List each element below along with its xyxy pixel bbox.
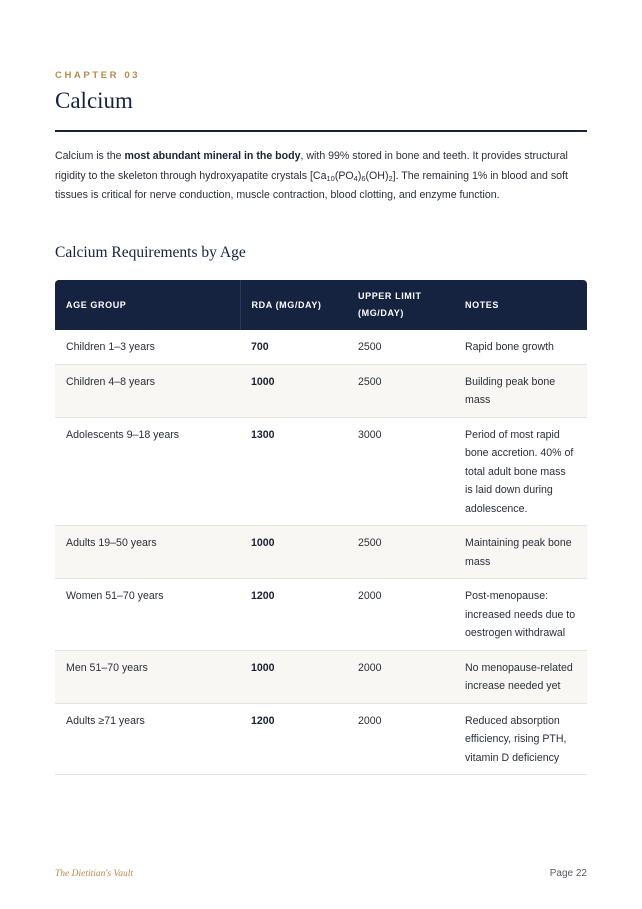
table-row	[55, 417, 587, 526]
table-row	[55, 703, 587, 775]
cell-notes: Reduced absorption efficiency, rising PTH, vitamin D deficiency	[454, 703, 587, 775]
cell-notes: Building peak bone mass	[454, 364, 587, 417]
column-header-rda: RDA (MG/DAY)	[251, 299, 322, 310]
title-divider	[55, 130, 587, 132]
requirements-table-container	[55, 280, 587, 775]
cell-age-group: Adults ≥71 years	[55, 703, 240, 775]
cell-upper-limit: 2500	[347, 526, 454, 579]
cell-age-group: Adults 19–50 years	[55, 526, 240, 579]
cell-age-group: Adolescents 9–18 years	[55, 417, 240, 526]
intro-text: ]. The remaining 1% in blood and soft tissues is critical for nerve conduction, muscle contraction, blood clotting, and enzyme function.	[55, 169, 568, 201]
cell-notes: No menopause-related increase needed yet	[454, 650, 587, 703]
intro-text: (PO	[334, 169, 354, 182]
chapter-title: Calcium	[55, 88, 133, 113]
cell-notes: Post-menopause: increased needs due to oestrogen withdrawal	[454, 579, 587, 651]
cell-rda: 1000	[240, 526, 347, 579]
footer-publication-name: The Dietitian's Vault	[55, 869, 134, 879]
cell-upper-limit: 2500	[347, 330, 454, 364]
table-row	[55, 330, 587, 364]
column-header-age-group: AGE GROUP	[55, 280, 240, 330]
table-row	[55, 579, 587, 651]
formula-subscript: 2	[388, 173, 393, 183]
cell-upper-limit: 2000	[347, 650, 454, 703]
footer-page-number: Page 22	[549, 868, 587, 879]
cell-upper-limit: 2500	[347, 364, 454, 417]
intro-paragraph	[55, 147, 590, 206]
table-row	[55, 364, 587, 417]
cell-upper-limit: 2000	[347, 703, 454, 775]
intro-emphasis: most abundant mineral in the body	[124, 150, 301, 162]
cell-rda: 700	[240, 330, 347, 364]
chapter-eyebrow: CHAPTER 03	[55, 70, 141, 81]
section-title: Calcium Requirements by Age	[55, 244, 246, 261]
cell-upper-limit: 2000	[347, 579, 454, 651]
cell-notes: Period of most rapid bone accretion. 40% of total adult bone mass is laid down during adolescence.	[454, 417, 587, 526]
cell-notes: Rapid bone growth	[454, 330, 587, 364]
intro-text: Calcium is the	[55, 150, 125, 162]
cell-age-group: Women 51–70 years	[55, 579, 240, 651]
cell-age-group: Men 51–70 years	[55, 650, 240, 703]
cell-notes: Maintaining peak bone mass	[454, 526, 587, 579]
cell-age-group: Children 1–3 years	[55, 330, 240, 364]
cell-upper-limit: 3000	[347, 417, 454, 526]
calcium-requirements-table	[55, 280, 587, 775]
formula-subscript: 6	[361, 173, 366, 183]
cell-rda: 1000	[240, 650, 347, 703]
table-row	[55, 650, 587, 703]
intro-text: (OH)	[365, 169, 389, 182]
intro-text: , with 99% stored in bone and teeth. It provides structural rigidity to the skeleton through hydroxyapatite crystals [Ca	[55, 150, 568, 182]
intro-text: )	[357, 169, 362, 182]
table-row	[55, 526, 587, 579]
cell-rda: 1000	[240, 364, 347, 417]
cell-rda: 1200	[240, 703, 347, 775]
cell-rda: 1300	[240, 417, 347, 526]
formula-subscript: 4	[353, 173, 358, 183]
formula-subscript: 10	[326, 173, 335, 183]
column-header-notes: NOTES	[465, 299, 500, 310]
cell-age-group: Children 4–8 years	[55, 364, 240, 417]
cell-rda: 1200	[240, 579, 347, 651]
table-header-row	[55, 280, 587, 330]
column-header-upper-limit: UPPER LIMIT (MG/DAY)	[358, 291, 422, 318]
